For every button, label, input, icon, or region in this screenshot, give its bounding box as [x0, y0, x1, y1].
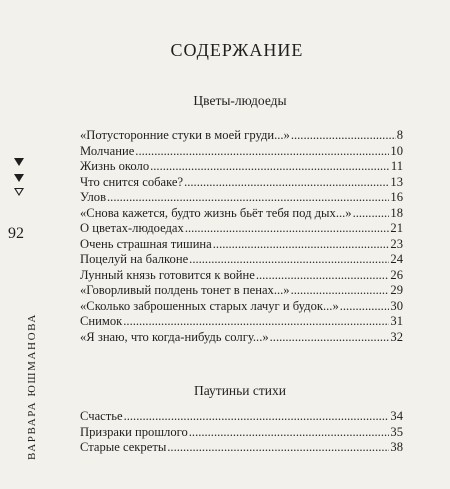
toc-entry — [80, 190, 403, 206]
toc-entry-title: Лунный князь готовится к войне — [80, 267, 255, 282]
toc-entry-title: «Снова кажется, будто жизнь бьёт тебя под дых...» — [80, 205, 352, 220]
toc-entry-page: 18 — [390, 205, 403, 220]
toc-entry-page: 34 — [390, 409, 403, 423]
triangle-outline-icon — [14, 188, 24, 196]
toc-entry — [80, 425, 403, 441]
toc-entry-page: 26 — [390, 267, 403, 282]
toc-entry-title: «Потусторонние стуки в моей груди...» — [80, 128, 290, 142]
dot-leader — [185, 221, 390, 237]
dot-leader — [353, 206, 390, 222]
toc-entry — [80, 330, 403, 346]
toc-entry-page: 31 — [390, 314, 403, 328]
toc-entry-page: 11 — [390, 159, 403, 173]
dot-leader — [189, 252, 389, 268]
toc-entry-page: 13 — [390, 174, 403, 189]
toc-entry-page: 10 — [390, 143, 403, 158]
running-header-author: ВАРВАРА ЮШМАНОВА — [26, 313, 38, 460]
toc-entry-title: Улов — [80, 190, 107, 204]
dot-leader — [135, 144, 389, 160]
dot-leader — [291, 128, 396, 144]
dot-leader — [213, 237, 390, 253]
triangle-filled-icon — [14, 158, 24, 166]
toc-entry — [80, 237, 403, 253]
section-title: Паутиньи стихи — [193, 383, 286, 398]
toc-entry — [80, 128, 403, 144]
toc-entry — [80, 159, 403, 175]
dot-leader — [184, 175, 389, 191]
toc-entry-title: Очень страшная тишина — [80, 236, 212, 251]
toc-entry-page: 29 — [390, 283, 403, 297]
toc-entry — [80, 283, 403, 299]
dot-leader — [270, 330, 390, 346]
toc-entry — [80, 299, 403, 315]
page-number: 92 — [8, 225, 24, 242]
toc-entry-title: Счастье — [80, 409, 123, 423]
toc-entry-title: «Я знаю, что когда-нибудь солгу...» — [80, 329, 269, 344]
toc-entry-title: «Говорливый полдень тонет в пенах...» — [80, 283, 290, 297]
dot-leader — [291, 283, 390, 299]
dot-leader — [150, 159, 390, 175]
toc-entry-page: 21 — [390, 221, 403, 235]
dot-leader — [123, 314, 389, 330]
toc-entry — [80, 206, 403, 222]
toc-entry-title: О цветах-людоедах — [80, 221, 184, 235]
toc-entry — [80, 314, 403, 330]
toc-entry-title: Что снится собаке? — [80, 174, 184, 189]
toc-entry-page: 23 — [390, 236, 403, 251]
toc-entry-title: Снимок — [80, 314, 123, 328]
toc-entry-page: 16 — [390, 190, 403, 204]
dot-leader — [107, 190, 389, 206]
toc-entry-page: 8 — [396, 128, 403, 142]
dot-leader — [189, 425, 390, 441]
toc-entry — [80, 252, 403, 268]
toc-entry-title: Молчание — [80, 143, 135, 158]
toc-entry-page: 38 — [390, 440, 403, 454]
toc-list — [80, 409, 403, 456]
toc-entry-title: «Сколько заброшенных старых лачуг и будок...» — [80, 298, 339, 313]
toc-entry-title: Жизнь около — [80, 159, 150, 173]
toc-entry-title: Поцелуй на балконе — [80, 252, 189, 266]
section-title: Цветы-людоеды — [193, 93, 287, 108]
triangle-filled-icon — [14, 174, 24, 182]
toc-entry-page: 32 — [390, 329, 403, 344]
toc-entry-title: Старые секреты — [80, 440, 167, 454]
dot-leader — [256, 268, 390, 284]
toc-entry-page: 35 — [390, 424, 403, 439]
page-title: СОДЕРЖАНИЕ — [170, 40, 304, 60]
toc-entry — [80, 221, 403, 237]
toc-entry — [80, 175, 403, 191]
toc-entry — [80, 409, 403, 425]
dot-leader — [167, 440, 389, 456]
toc-entry — [80, 144, 403, 160]
toc-entry-title: Призраки прошлого — [80, 424, 188, 439]
dot-leader — [340, 299, 390, 315]
toc-entry — [80, 268, 403, 284]
toc-entry — [80, 440, 403, 456]
toc-entry-page: 24 — [390, 252, 403, 266]
dot-leader — [124, 409, 390, 425]
toc-entry-page: 30 — [390, 298, 403, 313]
toc-list — [80, 128, 403, 345]
